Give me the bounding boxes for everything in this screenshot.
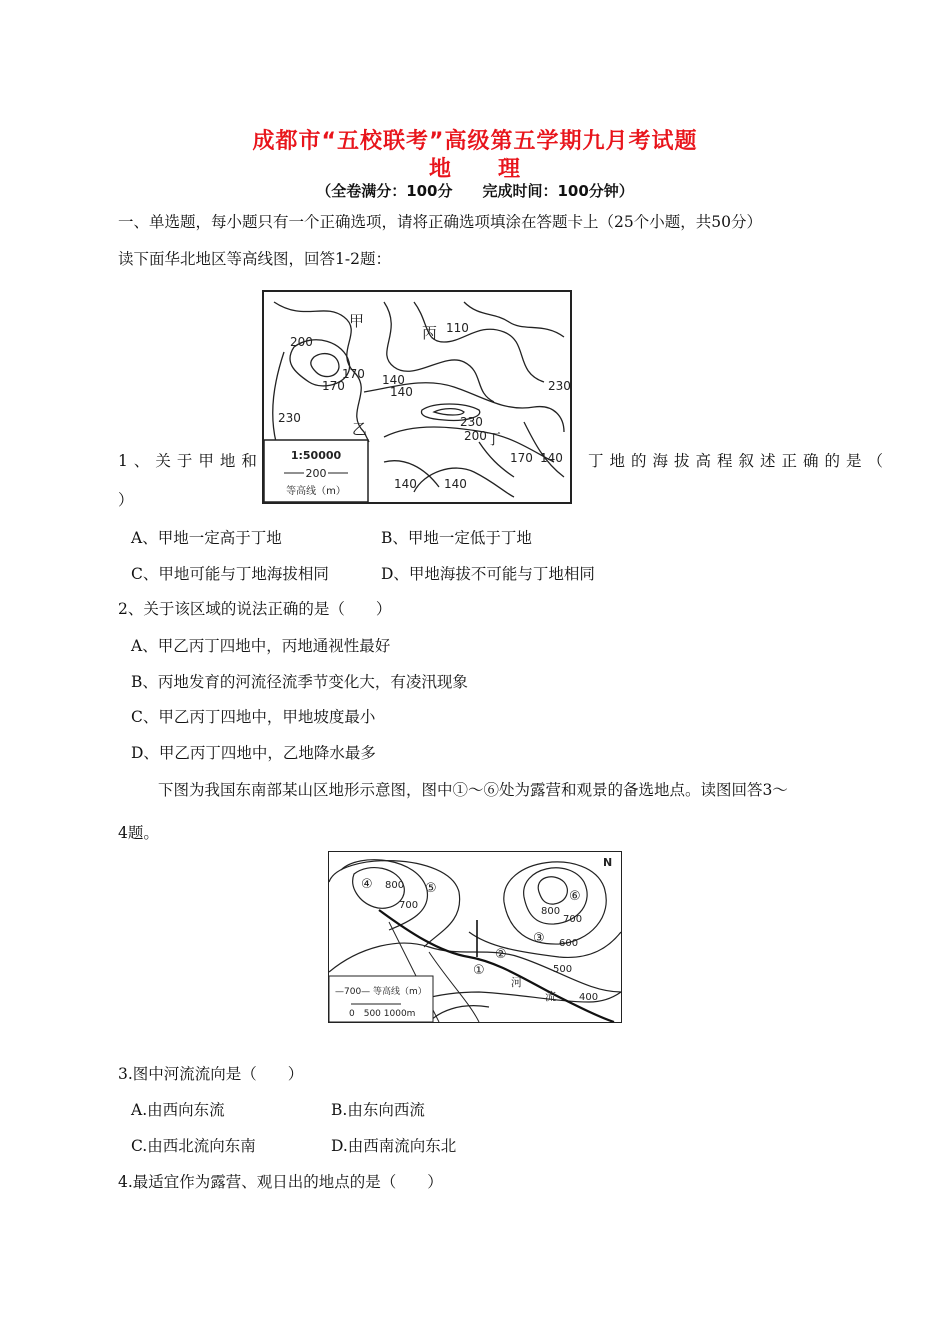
legend-scale: 1:50000 bbox=[290, 449, 342, 462]
river-char-1: 河 bbox=[511, 976, 522, 989]
contour-label: 140 bbox=[390, 385, 413, 399]
contour-label: 140 bbox=[540, 451, 563, 465]
subject-title: 地 理 bbox=[428, 157, 521, 182]
contour-label: 170 bbox=[342, 367, 365, 381]
contour-map-north-china bbox=[262, 290, 572, 504]
river-char-2: 流 bbox=[545, 990, 556, 1003]
intro-q1-2: 读下面华北地区等高线图，回答1-2题： bbox=[118, 250, 391, 268]
north-arrow-label: N bbox=[603, 856, 613, 869]
q1-stem-close: ） bbox=[118, 491, 134, 509]
contour-label: 600 bbox=[559, 938, 579, 949]
q2-option-b[interactable]: B、丙地发育的河流径流季节变化大，有凌汛现象 bbox=[131, 673, 468, 691]
q1-option-c[interactable]: C、甲地可能与丁地海拔相同 bbox=[131, 565, 329, 583]
q3-option-a[interactable]: A.由西向东流 bbox=[131, 1101, 225, 1119]
site-2: ② bbox=[495, 947, 507, 962]
q2-option-a[interactable]: A、甲乙丙丁四地中，丙地通视性最好 bbox=[131, 637, 391, 655]
terrain-map-svg bbox=[329, 852, 621, 1022]
terrain-map-southeast bbox=[328, 851, 622, 1023]
q3-option-b[interactable]: B.由东向西流 bbox=[331, 1101, 425, 1119]
contour-map-svg bbox=[264, 292, 570, 502]
contour-label: 800 bbox=[385, 880, 405, 891]
contour-label: 140 bbox=[444, 477, 467, 491]
site-3: ③ bbox=[533, 931, 545, 946]
terrain-legend-contour: —700— 等高线（m） bbox=[335, 987, 427, 997]
legend-caption: 等高线（m） bbox=[286, 486, 346, 497]
terrain-legend-scale: 0 500 1000m bbox=[349, 1009, 416, 1019]
contour-label: 400 bbox=[579, 992, 599, 1003]
contour-label: 230 bbox=[548, 379, 570, 393]
q1-option-b[interactable]: B、甲地一定低于丁地 bbox=[381, 529, 532, 547]
legend-contour-value: 200 bbox=[305, 467, 327, 480]
contour-label: 800 bbox=[541, 906, 561, 917]
contour-label: 140 bbox=[394, 477, 417, 491]
q2-option-c[interactable]: C、甲乙丙丁四地中，甲地坡度最小 bbox=[131, 708, 376, 726]
q1-option-a[interactable]: A、甲地一定高于丁地 bbox=[131, 529, 282, 547]
q3-option-d[interactable]: D.由西南流向东北 bbox=[331, 1137, 457, 1155]
q2-stem: 2、关于该区域的说法正确的是（ ） bbox=[118, 600, 392, 618]
site-6: ⑥ bbox=[569, 889, 581, 904]
site-4: ④ bbox=[361, 877, 373, 892]
contour-label: 200 bbox=[464, 429, 487, 443]
q3-option-c[interactable]: C.由西北流向东南 bbox=[131, 1137, 256, 1155]
place-label-ding: 丁 bbox=[486, 430, 502, 448]
contour-label: 110 bbox=[446, 321, 469, 335]
contour-label: 170 bbox=[510, 451, 533, 465]
intro-q3-4-line1: 下图为我国东南部某山区地形示意图，图中①～⑥处为露营和观景的备选地点。读图回答3～ bbox=[158, 781, 788, 799]
place-label-jia: 甲 bbox=[349, 312, 365, 330]
contour-label: 500 bbox=[553, 964, 573, 975]
exam-subtitle: （全卷满分：100分 完成时间：100分钟） bbox=[316, 182, 634, 200]
site-1: ① bbox=[473, 963, 485, 978]
place-label-yi: 乙 bbox=[352, 420, 368, 438]
exam-title: 成都市“五校联考”高级第五学期九月考试题 bbox=[252, 129, 698, 154]
intro-q3-4-line2: 4题。 bbox=[118, 824, 159, 842]
contour-label: 170 bbox=[322, 379, 345, 393]
contour-label: 200 bbox=[290, 335, 313, 349]
q1-stem-prefix: 1、关于甲地和 bbox=[118, 452, 263, 470]
q3-stem: 3.图中河流流向是（ ） bbox=[118, 1065, 304, 1083]
section-heading: 一、单选题，每小题只有一个正确选项，请将正确选项填涂在答题卡上（25个小题，共50分） bbox=[118, 213, 762, 231]
contour-label: 230 bbox=[460, 415, 483, 429]
q2-option-d[interactable]: D、甲乙丙丁四地中，乙地降水最多 bbox=[131, 744, 376, 762]
place-label-bing: 丙 bbox=[422, 324, 438, 342]
contour-label: 230 bbox=[278, 411, 301, 425]
q4-stem: 4.最适宜作为露营、观日出的地点的是（ ） bbox=[118, 1173, 443, 1191]
q1-option-d[interactable]: D、甲地海拔不可能与丁地相同 bbox=[381, 565, 595, 583]
contour-label: 140 bbox=[382, 373, 405, 387]
site-5: ⑤ bbox=[425, 881, 437, 896]
contour-label: 700 bbox=[563, 914, 583, 925]
q1-stem-suffix: 丁地的海拔高程叙述正确的是（ bbox=[588, 452, 890, 470]
contour-label: 700 bbox=[399, 900, 419, 911]
